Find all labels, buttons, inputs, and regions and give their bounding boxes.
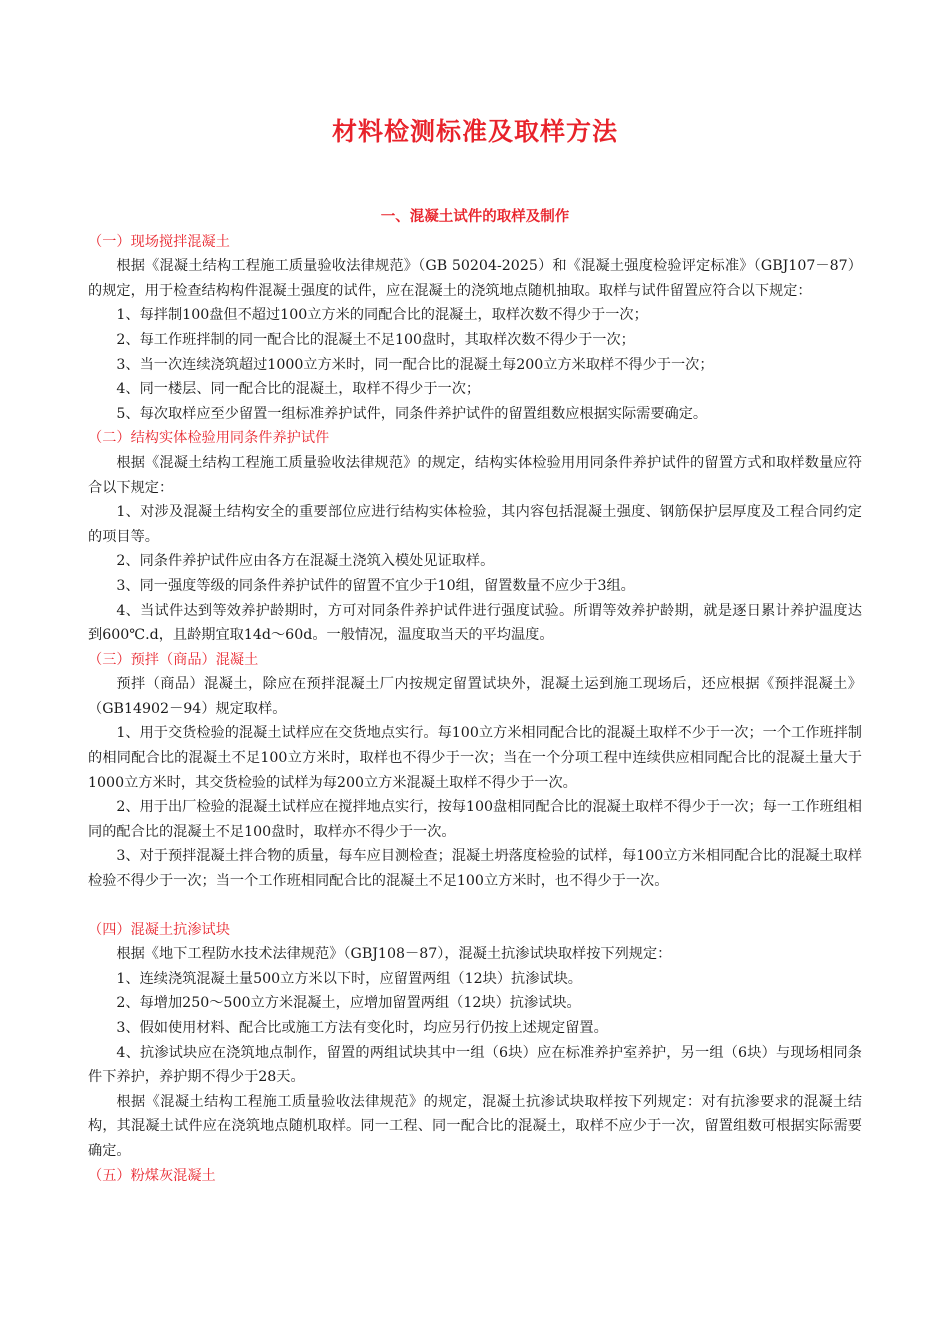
list-item: 3、当一次连续浇筑超过1000立方米时，同一配合比的混凝土每200立方米取样不得少于一次；: [116, 356, 714, 373]
list-item: 2、每工作班拌制的同一配合比的混凝土不足100盘时，其取样次数不得少于一次；: [116, 331, 635, 348]
subsection-heading: （三）预拌（商品）混凝土: [88, 651, 259, 668]
list-item: 4、同一楼层、同一配合比的混凝土，取样不得少于一次；: [116, 381, 481, 398]
list-item: 5、每次取样应至少留置一组标准养护试件，同条件养护试件的留置组数应根据实际需要确定。: [116, 405, 708, 422]
document-title: 材料检测标准及取样方法: [331, 117, 618, 146]
list-item: 1、用于交货检验的混凝土试样应在交货地点实行。每100立方米相同配合比的混凝土取样不少于一次；一个工作班拌制的相同配合比的混凝土不足100立方米时，取样也不得少于一次；当在一个分项工程中连续供应相同配合比的混凝土量大于1000立方米时，其交货检验的试样为每200立方米混凝土取样不得少于一次。: [88, 725, 862, 791]
list-item: 3、对于预拌混凝土拌合物的质量，每车应目测检查；混凝土坍落度检验的试样，每100立方米相同配合比的混凝土取样检验不得少于一次；当一个工作班相同配合比的混凝土不足100立方米时，也不得少于一次。: [88, 848, 862, 890]
spacer: [88, 894, 862, 918]
subsection-heading: （五）粉煤灰混凝土: [88, 1167, 216, 1184]
list-item: 4、抗渗试块应在浇筑地点制作，留置的两组试块其中一组（6块）应在标准养护室养护，另一组（6块）与现场相同条件下养护，养护期不得少于28天。: [88, 1044, 862, 1086]
section-heading: 一、混凝土试件的取样及制作: [380, 208, 570, 225]
subsection-heading: （二）结构实体检验用同条件养护试件: [88, 430, 330, 447]
paragraph: 根据《地下工程防水技术法律规范》（GBJ108－87），混凝土抗渗试块取样按下列规定：: [116, 946, 672, 963]
list-item: 4、当试件达到等效养护龄期时，方可对同条件养护试件进行强度试验。所谓等效养护龄期，就是逐日累计养护温度达到600℃.d，且龄期宜取14d～60d。一般情况，温度取当天的平均温度。: [88, 602, 862, 644]
list-item: 2、每增加250～500立方米混凝土，应增加留置两组（12块）抗渗试块。: [116, 995, 581, 1012]
list-item: 1、连续浇筑混凝土量500立方米以下时，应留置两组（12块）抗渗试块。: [116, 970, 582, 987]
list-item: 3、假如使用材料、配合比或施工方法有变化时，均应另行仍按上述规定留置。: [116, 1020, 608, 1036]
list-item: 1、对涉及混凝土结构安全的重要部位应进行结构实体检验，其内容包括混凝土强度、钢筋保护层厚度及工程合同约定的项目等。: [88, 504, 862, 545]
paragraph: 预拌（商品）混凝土，除应在预拌混凝土厂内按规定留置试块外，混凝土运到施工现场后，还应根据《预拌混凝土》（GB14902－94）规定取样。: [88, 676, 862, 717]
paragraph: 根据《混凝土结构工程施工质量验收法律规范》的规定，混凝土抗渗试块取样按下列规定：对有抗渗要求的混凝土结构，其混凝土试件应在浇筑地点随机取样。同一工程、同一配合比的混凝土，取样不应少于一次，留置组数可根据实际需要确定。: [88, 1093, 862, 1159]
subsection-heading: （四）混凝土抗渗试块: [88, 921, 230, 938]
paragraph: 根据《混凝土结构工程施工质量验收法律规范》的规定，结构实体检验用用同条件养护试件的留置方式和取样数量应符合以下规定：: [88, 454, 862, 496]
list-item: 2、用于出厂检验的混凝土试样应在搅拌地点实行，按每100盘相同配合比的混凝土取样不得少于一次；每一工作班组相同的配合比的混凝土不足100盘时，取样亦不得少于一次。: [88, 799, 862, 840]
paragraph: 根据《混凝土结构工程施工质量验收法律规范》（GB 50204-2025）和《混凝土强度检验评定标准》（GBJ107－87）的规定，用于检查结构构件混凝土强度的试件，应在混凝土的浇筑地点随机抽取。取样与试件留置应符合以下规定：: [88, 258, 862, 299]
list-item: 1、每拌制100盘但不超过100立方米的同配合比的混凝土，取样次数不得少于一次；: [116, 307, 648, 324]
list-item: 3、同一强度等级的同条件养护试件的留置不宜少于10组，留置数量不应少于3组。: [116, 577, 635, 594]
document-body: [88, 205, 862, 1188]
list-item: 2、同条件养护试件应由各方在混凝土浇筑入模处见证取样。: [116, 553, 495, 570]
subsection-heading: （一）现场搅拌混凝土: [88, 233, 230, 250]
